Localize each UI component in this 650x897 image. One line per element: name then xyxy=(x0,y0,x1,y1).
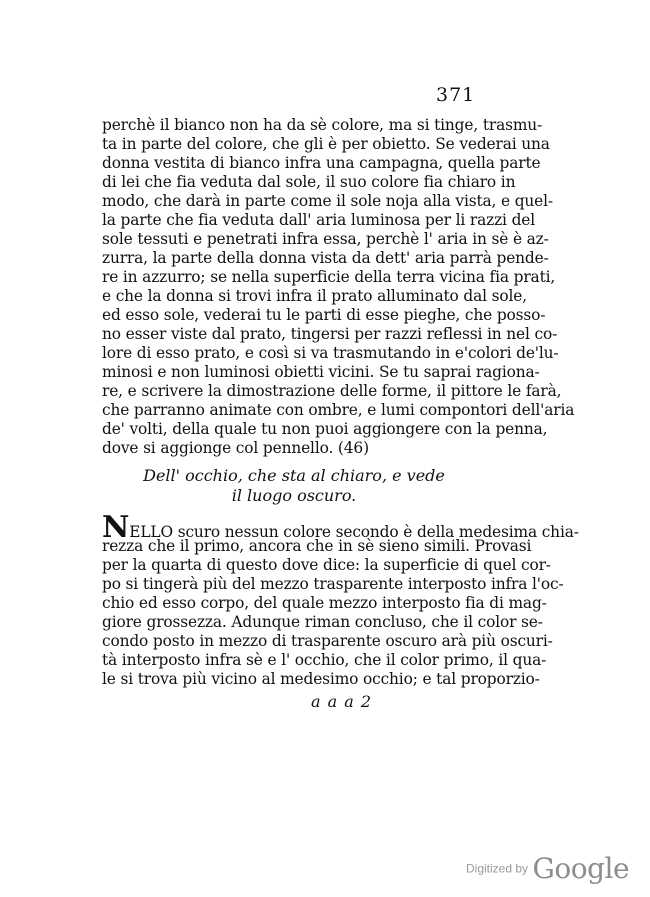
text-line: re, e scrivere la dimostrazione delle forme, il pittore le farà, xyxy=(102,382,562,400)
watermark-brand: Google xyxy=(532,852,630,885)
text-line: giore grossezza. Adunque riman concluso, che il color se- xyxy=(102,613,543,631)
heading-line: Dell' occhio, che sta al chiaro, e vede xyxy=(143,466,445,485)
first-line-text: ELLO scuro nessun colore secondo è della medesima chia- xyxy=(129,523,579,541)
digitized-watermark xyxy=(466,852,629,885)
text-line: po si tingerà più del mezzo trasparente interposto infra l'oc- xyxy=(102,575,564,593)
text-line-first xyxy=(102,510,579,545)
text-line: per la quarta di questo dove dice: la superficie di quel cor- xyxy=(102,556,551,574)
drop-cap: N xyxy=(102,510,130,545)
text-line: chio ed esso corpo, del quale mezzo interposto fia di mag- xyxy=(102,594,547,612)
paragraph-2 xyxy=(102,510,579,689)
text-line: minosi e non luminosi obietti vicini. Se tu saprai ragiona- xyxy=(102,363,540,381)
text-line: re in azzurro; se nella superficie della terra vicina fia prati, xyxy=(102,268,556,286)
text-line: condo posto in mezzo di trasparente oscuro arà più oscuri- xyxy=(102,632,553,650)
signature-mark: a a a 2 xyxy=(311,692,373,711)
text-line: le si trova più vicino al medesimo occhio; e tal proporzio- xyxy=(102,670,540,688)
text-line: tà interposto infra sè e l' occhio, che il color primo, il qua- xyxy=(102,651,547,669)
text-line: modo, che darà in parte come il sole noja alla vista, e quel- xyxy=(102,192,553,210)
text-line: lore di esso prato, e così si va trasmutando in e'colori de'lu- xyxy=(102,344,559,362)
text-line: de' volti, della quale tu non puoi aggiongere con la penna, xyxy=(102,420,548,438)
text-line: no esser viste dal prato, tingersi per razzi reflessi in nel co- xyxy=(102,325,558,343)
text-line: sole tessuti e penetrati infra essa, perchè l' aria in sè è az- xyxy=(102,230,549,248)
text-line: donna vestita di bianco infra una campagna, quella parte xyxy=(102,154,541,172)
text-line: perchè il bianco non ha da sè colore, ma si tinge, trasmu- xyxy=(102,116,543,134)
text-line: la parte che fia veduta dall' aria luminosa per li razzi del xyxy=(102,211,536,229)
text-line: rezza che il primo, ancora che in sè sieno simili. Provasi xyxy=(102,537,532,555)
text-line: ed esso sole, vederai tu le parti di esse pieghe, che posso- xyxy=(102,306,546,324)
text-line: ta in parte del colore, che gli è per obietto. Se vederai una xyxy=(102,135,550,153)
text-line: zurra, la parte della donna vista da dett' aria parrà pende- xyxy=(102,249,549,267)
watermark-prefix: Digitized by xyxy=(466,861,529,876)
text-line: che parranno animate con ombre, e lumi compontori dell'aria xyxy=(102,401,575,419)
section-heading xyxy=(102,466,486,506)
paragraph-1 xyxy=(102,116,575,458)
text-line: e che la donna si trovi infra il prato alluminato dal sole, xyxy=(102,287,527,305)
text-line: di lei che fia veduta dal sole, il suo colore fia chiaro in xyxy=(102,173,516,191)
heading-line: il luogo oscuro. xyxy=(231,486,357,505)
text-line: dove si aggionge col pennello. (46) xyxy=(102,439,369,457)
page-number: 371 xyxy=(436,84,476,106)
